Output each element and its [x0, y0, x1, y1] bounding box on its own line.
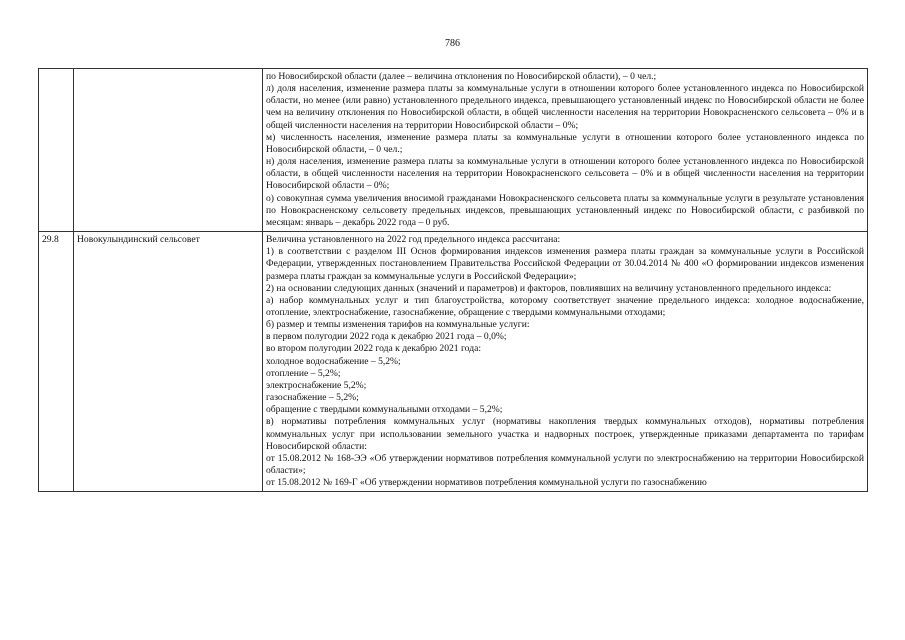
paragraph: газоснабжение – 5,2%;	[266, 392, 359, 404]
paragraph: л) доля населения, изменение размера платы за коммунальные услуги в отношении которого более установленного индекса по Новосибирской области, но менее (или равно) установленного предельного индекса, превышающего установленный индекс по Новосибирской области не более чем на величину отклонения по Новосибирской области, в общей численности населения на территории Новокрасненского сельсовета – 0% и в общей численности населения на территории Новосибирской области – 0%;	[266, 83, 864, 131]
row-name-cell: Новокулындинский сельсовет	[74, 232, 263, 492]
page-number: 786	[445, 38, 460, 49]
table-row	[39, 232, 868, 492]
paragraph: отопление – 5,2%;	[266, 367, 341, 379]
row-number-cell: 29.8	[39, 232, 74, 492]
row-name-cell	[74, 69, 263, 232]
paragraph: по Новосибирской области (далее – величина отклонения по Новосибирской области), – 0 чел.;	[266, 71, 657, 82]
paragraph: от 15.08.2012 № 168-ЭЭ «Об утверждении нормативов потребления коммунальной услуги по электроснабжению на территории Новосибирской области»;	[266, 452, 864, 476]
paragraph: 1) в соответствии с разделом III Основ формирования индексов изменения размера платы граждан за коммунальные услуги в Российской Федерации, утвержденных постановлением Правительства Российской Федерации от 30.04.2014 № 400 «О формировании индексов изменения размера платы граждан за коммунальные услуги в Российской Федерации»;	[266, 246, 864, 282]
paragraph: в первом полугодии 2022 года к декабрю 2021 года – 0,0%;	[266, 331, 507, 343]
paragraph: 2) на основании следующих данных (значений и параметров) и факторов, повлиявших на величину установленного предельного индекса:	[266, 282, 832, 294]
paragraph: в) нормативы потребления коммунальных услуг (нормативы накопления твердых коммунальных отходов), нормативы потребления коммунальных услуг при использовании земельного участка и надворных построек, утвержденные приказами департамента по тарифам Новосибирской области:	[266, 416, 864, 452]
paragraph: обращение с твердыми коммунальными отходами – 5,2%;	[266, 404, 503, 416]
document-table	[38, 68, 868, 492]
paragraph: м) численность населения, изменение размера платы за коммунальные услуги в отношении которого более установленного индекса по Новосибирской области, – 0 чел.;	[266, 131, 864, 155]
row-text-cell	[263, 232, 868, 492]
row-text-cell	[263, 69, 868, 232]
paragraph: холодное водоснабжение – 5,2%;	[266, 355, 401, 367]
paragraph: от 15.08.2012 № 169-Г «Об утверждении нормативов потребления коммунальной услуги по газоснабжению	[266, 477, 707, 489]
row-number-cell	[39, 69, 74, 232]
paragraph: б) размер и темпы изменения тарифов на коммунальные услуги:	[266, 319, 530, 331]
paragraph: электроснабжение 5,2%;	[266, 379, 367, 391]
paragraph: о) совокупная сумма увеличения вносимой гражданами Новокрасненского сельсовета платы за коммунальные услуги в результате установления по Новокрасненскому сельсовету предельных индексов, превышающих установленный индекс по Новосибирской области, с разбивкой по месяцам: январь – декабрь 2022 года – 0 руб.	[266, 192, 864, 228]
paragraph: Величина установленного на 2022 год предельного индекса рассчитана:	[266, 234, 561, 246]
paragraph: во втором полугодии 2022 года к декабрю 2021 года:	[266, 343, 482, 355]
paragraph: н) доля населения, изменение размера платы за коммунальные услуги в отношении которого более установленного индекса по Новосибирской области, в общей численности населения на территории Новокрасненского сельсовета – 0% и в общей численности населения на территории Новосибирской области – 0%;	[266, 156, 864, 192]
paragraph: а) набор коммунальных услуг и тип благоустройства, которому соответствует значение предельного индекса: холодное водоснабжение, отопление, электроснабжение, газоснабжение, обращение с твердыми коммунальными отходами;	[266, 294, 864, 318]
table-row	[39, 69, 868, 232]
